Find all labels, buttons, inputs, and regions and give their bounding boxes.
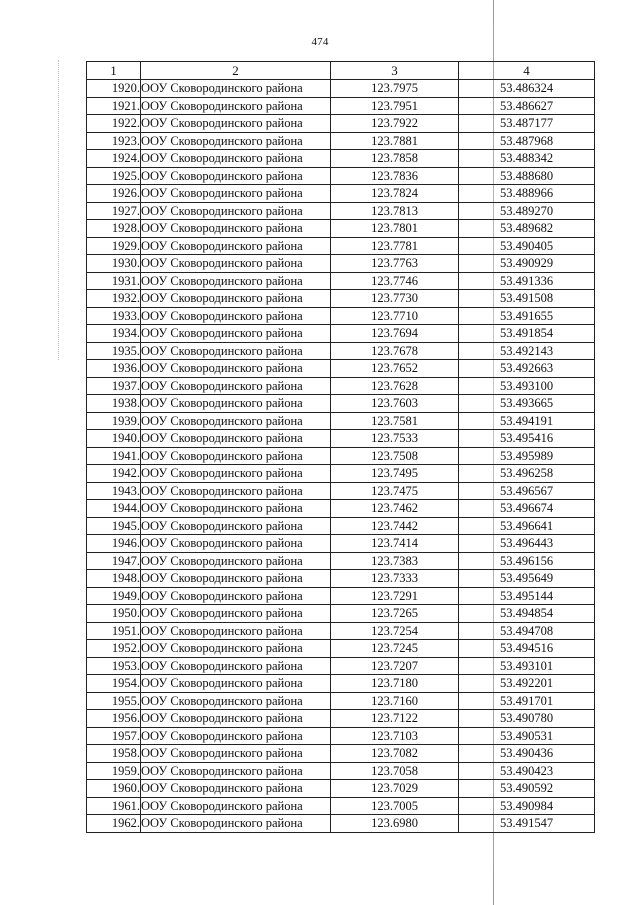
- coordinate-x-cell: 123.7581: [331, 412, 459, 430]
- row-number-cell: 1920.: [87, 80, 141, 98]
- table-body: [87, 80, 595, 833]
- table-row: [87, 132, 595, 150]
- coordinate-x-cell: 123.7746: [331, 272, 459, 290]
- coordinate-y-cell: 53.488680: [459, 167, 595, 185]
- coordinate-y-cell: 53.494708: [459, 622, 595, 640]
- coordinate-x-cell: 123.7824: [331, 185, 459, 203]
- object-name-cell: ООУ Сковородинского района: [141, 482, 331, 500]
- coordinate-x-cell: 123.7694: [331, 325, 459, 343]
- object-name-cell: ООУ Сковородинского района: [141, 132, 331, 150]
- object-name-cell: ООУ Сковородинского района: [141, 815, 331, 833]
- row-number-cell: 1932.: [87, 290, 141, 308]
- coordinate-x-cell: 123.7781: [331, 237, 459, 255]
- row-number-cell: 1938.: [87, 395, 141, 413]
- coordinate-x-cell: 123.7005: [331, 797, 459, 815]
- table-row: [87, 815, 595, 833]
- coordinate-x-cell: 123.7160: [331, 692, 459, 710]
- coordinates-table: [86, 61, 595, 833]
- object-name-cell: ООУ Сковородинского района: [141, 570, 331, 588]
- table-row: [87, 237, 595, 255]
- coordinate-y-cell: 53.496674: [459, 500, 595, 518]
- row-number-cell: 1934.: [87, 325, 141, 343]
- coordinate-x-cell: 123.7533: [331, 430, 459, 448]
- object-name-cell: ООУ Сковородинского района: [141, 500, 331, 518]
- coordinate-y-cell: 53.492201: [459, 675, 595, 693]
- row-number-cell: 1959.: [87, 762, 141, 780]
- row-number-cell: 1931.: [87, 272, 141, 290]
- table-header-row: [87, 62, 595, 80]
- column-header-1: 1: [87, 62, 141, 80]
- coordinate-y-cell: 53.494516: [459, 640, 595, 658]
- table-row: [87, 675, 595, 693]
- coordinate-y-cell: 53.495989: [459, 447, 595, 465]
- coordinate-x-cell: 123.7975: [331, 80, 459, 98]
- table-row: [87, 535, 595, 553]
- row-number-cell: 1954.: [87, 675, 141, 693]
- row-number-cell: 1924.: [87, 150, 141, 168]
- coordinate-x-cell: 123.7082: [331, 745, 459, 763]
- table-row: [87, 500, 595, 518]
- table-row: [87, 167, 595, 185]
- object-name-cell: ООУ Сковородинского района: [141, 762, 331, 780]
- row-number-cell: 1933.: [87, 307, 141, 325]
- object-name-cell: ООУ Сковородинского района: [141, 622, 331, 640]
- coordinate-x-cell: 123.7442: [331, 517, 459, 535]
- coordinate-y-cell: 53.493101: [459, 657, 595, 675]
- coordinate-x-cell: 123.7462: [331, 500, 459, 518]
- coordinate-x-cell: 123.7836: [331, 167, 459, 185]
- table-row: [87, 587, 595, 605]
- row-number-cell: 1952.: [87, 640, 141, 658]
- column-header-3: 3: [331, 62, 459, 80]
- coordinate-y-cell: 53.490531: [459, 727, 595, 745]
- coordinate-x-cell: 123.7333: [331, 570, 459, 588]
- object-name-cell: ООУ Сковородинского района: [141, 587, 331, 605]
- table-row: [87, 115, 595, 133]
- scan-artifact: [58, 60, 77, 360]
- object-name-cell: ООУ Сковородинского района: [141, 377, 331, 395]
- coordinate-x-cell: 123.7495: [331, 465, 459, 483]
- object-name-cell: ООУ Сковородинского района: [141, 342, 331, 360]
- coordinate-x-cell: 123.7678: [331, 342, 459, 360]
- table-row: [87, 465, 595, 483]
- object-name-cell: ООУ Сковородинского района: [141, 640, 331, 658]
- coordinate-y-cell: 53.487968: [459, 132, 595, 150]
- object-name-cell: ООУ Сковородинского района: [141, 692, 331, 710]
- object-name-cell: ООУ Сковородинского района: [141, 290, 331, 308]
- column-header-2: 2: [141, 62, 331, 80]
- coordinate-y-cell: 53.495416: [459, 430, 595, 448]
- coordinate-x-cell: 123.7858: [331, 150, 459, 168]
- row-number-cell: 1955.: [87, 692, 141, 710]
- row-number-cell: 1961.: [87, 797, 141, 815]
- coordinate-y-cell: 53.493665: [459, 395, 595, 413]
- object-name-cell: ООУ Сковородинского района: [141, 657, 331, 675]
- coordinate-y-cell: 53.490405: [459, 237, 595, 255]
- coordinate-x-cell: 123.7475: [331, 482, 459, 500]
- coordinate-x-cell: 123.7291: [331, 587, 459, 605]
- table-row: [87, 272, 595, 290]
- object-name-cell: ООУ Сковородинского района: [141, 115, 331, 133]
- object-name-cell: ООУ Сковородинского района: [141, 465, 331, 483]
- table-row: [87, 377, 595, 395]
- object-name-cell: ООУ Сковородинского района: [141, 797, 331, 815]
- coordinate-y-cell: 53.491336: [459, 272, 595, 290]
- row-number-cell: 1947.: [87, 552, 141, 570]
- coordinate-y-cell: 53.496641: [459, 517, 595, 535]
- object-name-cell: ООУ Сковородинского района: [141, 745, 331, 763]
- table-row: [87, 517, 595, 535]
- table-row: [87, 150, 595, 168]
- table-row: [87, 447, 595, 465]
- row-number-cell: 1939.: [87, 412, 141, 430]
- row-number-cell: 1956.: [87, 710, 141, 728]
- table-row: [87, 220, 595, 238]
- coordinate-x-cell: 123.7058: [331, 762, 459, 780]
- object-name-cell: ООУ Сковородинского района: [141, 272, 331, 290]
- coordinate-x-cell: 123.7207: [331, 657, 459, 675]
- coordinate-y-cell: 53.490592: [459, 780, 595, 798]
- row-number-cell: 1925.: [87, 167, 141, 185]
- object-name-cell: ООУ Сковородинского района: [141, 780, 331, 798]
- table-row: [87, 570, 595, 588]
- coordinate-x-cell: 123.7180: [331, 675, 459, 693]
- row-number-cell: 1922.: [87, 115, 141, 133]
- coordinate-y-cell: 53.495144: [459, 587, 595, 605]
- coordinate-y-cell: 53.490436: [459, 745, 595, 763]
- row-number-cell: 1941.: [87, 447, 141, 465]
- object-name-cell: ООУ Сковородинского района: [141, 237, 331, 255]
- coordinate-x-cell: 123.7628: [331, 377, 459, 395]
- object-name-cell: ООУ Сковородинского района: [141, 360, 331, 378]
- table-row: [87, 605, 595, 623]
- object-name-cell: ООУ Сковородинского района: [141, 395, 331, 413]
- table-row: [87, 307, 595, 325]
- coordinate-y-cell: 53.487177: [459, 115, 595, 133]
- row-number-cell: 1929.: [87, 237, 141, 255]
- coordinate-x-cell: 123.7881: [331, 132, 459, 150]
- coordinate-y-cell: 53.492143: [459, 342, 595, 360]
- object-name-cell: ООУ Сковородинского района: [141, 447, 331, 465]
- coordinate-y-cell: 53.492663: [459, 360, 595, 378]
- row-number-cell: 1936.: [87, 360, 141, 378]
- table-row: [87, 97, 595, 115]
- row-number-cell: 1942.: [87, 465, 141, 483]
- row-number-cell: 1957.: [87, 727, 141, 745]
- coordinate-x-cell: 123.7813: [331, 202, 459, 220]
- coordinate-x-cell: 123.7029: [331, 780, 459, 798]
- coordinate-y-cell: 53.496258: [459, 465, 595, 483]
- coordinate-y-cell: 53.488966: [459, 185, 595, 203]
- page-number: 474: [311, 36, 329, 48]
- object-name-cell: ООУ Сковородинского района: [141, 552, 331, 570]
- object-name-cell: ООУ Сковородинского района: [141, 430, 331, 448]
- coordinate-y-cell: 53.496156: [459, 552, 595, 570]
- row-number-cell: 1946.: [87, 535, 141, 553]
- coordinate-x-cell: 123.7245: [331, 640, 459, 658]
- row-number-cell: 1921.: [87, 97, 141, 115]
- coordinate-x-cell: 123.7254: [331, 622, 459, 640]
- table-row: [87, 290, 595, 308]
- object-name-cell: ООУ Сковородинского района: [141, 255, 331, 273]
- row-number-cell: 1944.: [87, 500, 141, 518]
- coordinate-y-cell: 53.496567: [459, 482, 595, 500]
- coordinate-y-cell: 53.489270: [459, 202, 595, 220]
- row-number-cell: 1928.: [87, 220, 141, 238]
- coordinate-y-cell: 53.490423: [459, 762, 595, 780]
- coordinate-x-cell: 123.7122: [331, 710, 459, 728]
- row-number-cell: 1953.: [87, 657, 141, 675]
- coordinate-y-cell: 53.486627: [459, 97, 595, 115]
- object-name-cell: ООУ Сковородинского района: [141, 97, 331, 115]
- row-number-cell: 1951.: [87, 622, 141, 640]
- object-name-cell: ООУ Сковородинского района: [141, 307, 331, 325]
- object-name-cell: ООУ Сковородинского района: [141, 535, 331, 553]
- coordinate-y-cell: 53.489682: [459, 220, 595, 238]
- coordinate-y-cell: 53.490929: [459, 255, 595, 273]
- coordinate-x-cell: 123.7103: [331, 727, 459, 745]
- coordinate-x-cell: 123.7652: [331, 360, 459, 378]
- coordinate-y-cell: 53.491701: [459, 692, 595, 710]
- table-row: [87, 552, 595, 570]
- table-row: [87, 622, 595, 640]
- table-row: [87, 185, 595, 203]
- object-name-cell: ООУ Сковородинского района: [141, 150, 331, 168]
- object-name-cell: ООУ Сковородинского района: [141, 605, 331, 623]
- row-number-cell: 1958.: [87, 745, 141, 763]
- table-row: [87, 710, 595, 728]
- coordinate-x-cell: 123.7801: [331, 220, 459, 238]
- coordinate-x-cell: 123.7730: [331, 290, 459, 308]
- table-row: [87, 657, 595, 675]
- row-number-cell: 1948.: [87, 570, 141, 588]
- coordinate-y-cell: 53.494854: [459, 605, 595, 623]
- object-name-cell: ООУ Сковородинского района: [141, 80, 331, 98]
- coordinate-x-cell: 123.7922: [331, 115, 459, 133]
- coordinate-x-cell: 123.7763: [331, 255, 459, 273]
- object-name-cell: ООУ Сковородинского района: [141, 167, 331, 185]
- object-name-cell: ООУ Сковородинского района: [141, 220, 331, 238]
- coordinate-x-cell: 123.7951: [331, 97, 459, 115]
- coordinate-y-cell: 53.490780: [459, 710, 595, 728]
- coordinate-y-cell: 53.494191: [459, 412, 595, 430]
- table-row: [87, 762, 595, 780]
- table-row: [87, 745, 595, 763]
- row-number-cell: 1950.: [87, 605, 141, 623]
- object-name-cell: ООУ Сковородинского района: [141, 710, 331, 728]
- coordinate-y-cell: 53.491854: [459, 325, 595, 343]
- table-row: [87, 780, 595, 798]
- coordinate-y-cell: 53.493100: [459, 377, 595, 395]
- coordinate-x-cell: 123.7383: [331, 552, 459, 570]
- table-row: [87, 727, 595, 745]
- coordinate-y-cell: 53.486324: [459, 80, 595, 98]
- row-number-cell: 1940.: [87, 430, 141, 448]
- row-number-cell: 1962.: [87, 815, 141, 833]
- table-row: [87, 430, 595, 448]
- coordinate-x-cell: 123.7508: [331, 447, 459, 465]
- coordinate-y-cell: 53.488342: [459, 150, 595, 168]
- object-name-cell: ООУ Сковородинского района: [141, 727, 331, 745]
- row-number-cell: 1945.: [87, 517, 141, 535]
- coordinate-x-cell: 123.7710: [331, 307, 459, 325]
- object-name-cell: ООУ Сковородинского района: [141, 185, 331, 203]
- coordinate-y-cell: 53.491655: [459, 307, 595, 325]
- table-row: [87, 360, 595, 378]
- row-number-cell: 1960.: [87, 780, 141, 798]
- coordinate-y-cell: 53.491547: [459, 815, 595, 833]
- coordinate-y-cell: 53.491508: [459, 290, 595, 308]
- coordinate-y-cell: 53.490984: [459, 797, 595, 815]
- object-name-cell: ООУ Сковородинского района: [141, 517, 331, 535]
- table-row: [87, 202, 595, 220]
- row-number-cell: 1937.: [87, 377, 141, 395]
- table-row: [87, 80, 595, 98]
- table-row: [87, 255, 595, 273]
- coordinate-x-cell: 123.7265: [331, 605, 459, 623]
- coordinate-y-cell: 53.495649: [459, 570, 595, 588]
- table-row: [87, 325, 595, 343]
- table-row: [87, 395, 595, 413]
- row-number-cell: 1923.: [87, 132, 141, 150]
- object-name-cell: ООУ Сковородинского района: [141, 412, 331, 430]
- table-row: [87, 342, 595, 360]
- table-row: [87, 692, 595, 710]
- row-number-cell: 1926.: [87, 185, 141, 203]
- coordinate-x-cell: 123.7603: [331, 395, 459, 413]
- row-number-cell: 1935.: [87, 342, 141, 360]
- coordinate-x-cell: 123.6980: [331, 815, 459, 833]
- object-name-cell: ООУ Сковородинского района: [141, 325, 331, 343]
- row-number-cell: 1943.: [87, 482, 141, 500]
- table-row: [87, 482, 595, 500]
- table-row: [87, 640, 595, 658]
- column-header-4: 4: [459, 62, 595, 80]
- coordinate-x-cell: 123.7414: [331, 535, 459, 553]
- table-row: [87, 412, 595, 430]
- object-name-cell: ООУ Сковородинского района: [141, 675, 331, 693]
- row-number-cell: 1927.: [87, 202, 141, 220]
- table-row: [87, 797, 595, 815]
- row-number-cell: 1949.: [87, 587, 141, 605]
- row-number-cell: 1930.: [87, 255, 141, 273]
- object-name-cell: ООУ Сковородинского района: [141, 202, 331, 220]
- coordinate-y-cell: 53.496443: [459, 535, 595, 553]
